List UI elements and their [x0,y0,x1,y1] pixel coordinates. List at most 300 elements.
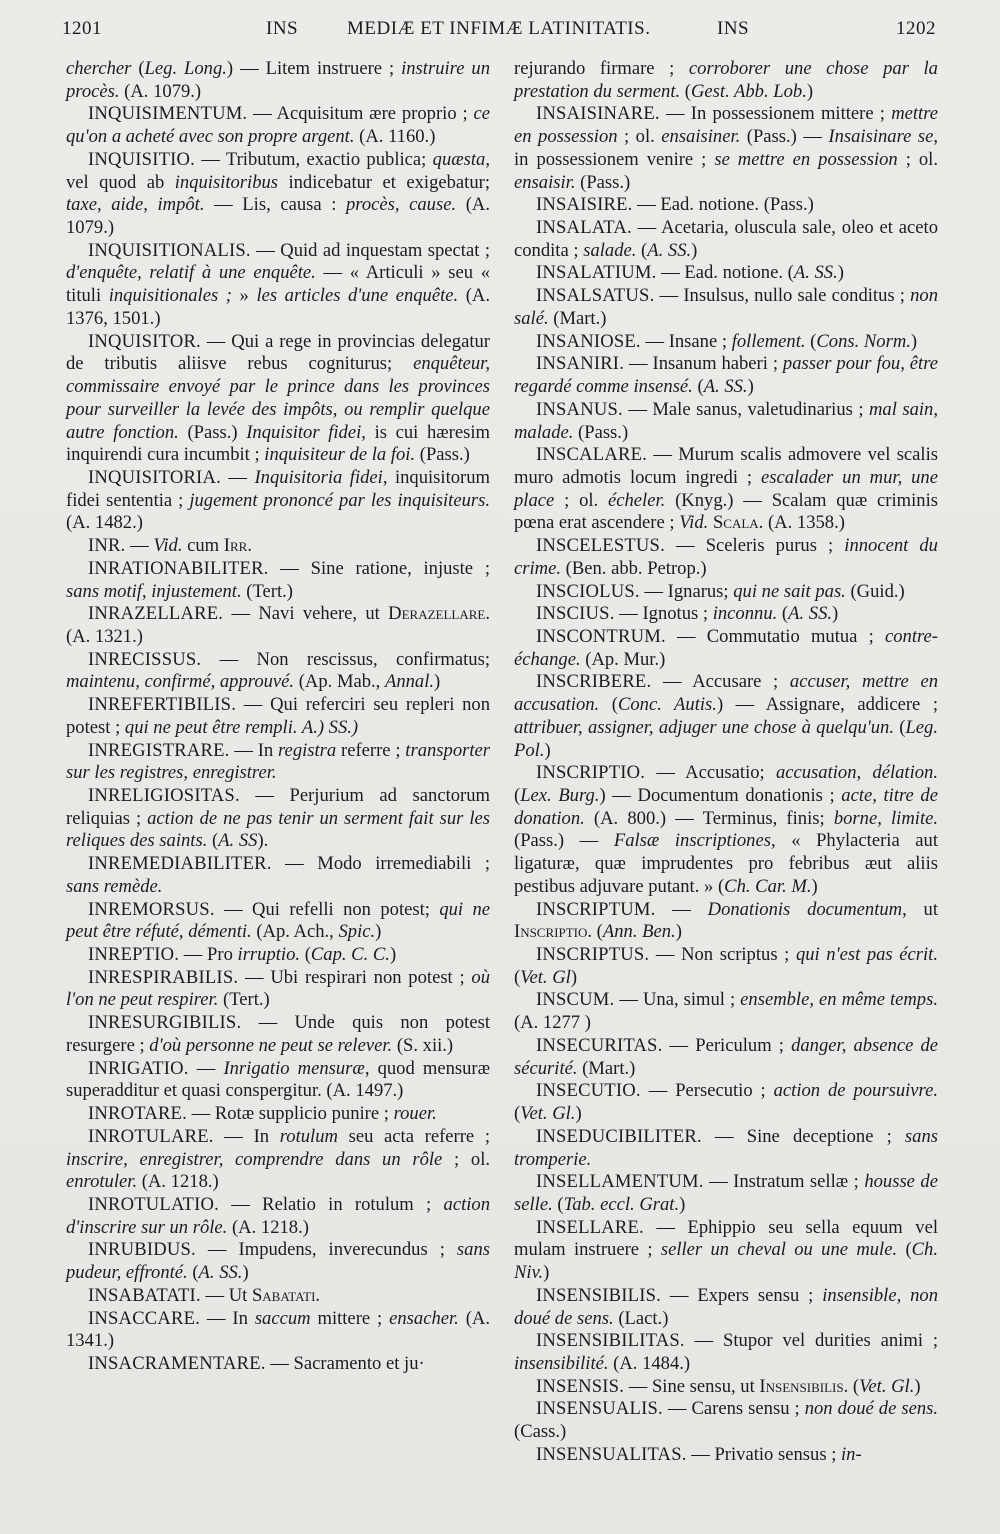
entry-text: ) — Litem instruere ; [226,58,402,79]
entry-translation: ensaisiner. [661,126,741,148]
entry-translation: danger, absence de sécurité. [514,1034,938,1079]
entry-text: ( [805,330,817,352]
entry-translation: sans remède. [66,875,163,897]
entry-text: » [231,285,257,307]
entry-text: (Ben. abb. Petrop.) [560,557,707,579]
entry-translation: inquisitionales ; [108,285,232,307]
dictionary-entry [514,194,938,217]
entry-text: ) [575,1103,582,1125]
dictionary-entry [66,853,490,898]
entry-headword: INREPTIO. [88,944,180,966]
dictionary-entry [514,1080,938,1125]
entry-translation: sans pudeur, effronté. [66,1239,490,1284]
entry-text: — Unde quis non potest resurgere ; [66,1012,490,1056]
entry-text: — Acquisitum ære proprio ; [247,103,474,125]
entry-translation: chercher [66,58,132,79]
entry-text: (Tert.) [241,580,293,602]
entry-translation: écheler. [608,489,666,511]
entry-translation: Conc. Autis. [617,694,717,716]
entry-translation: Vet. Gl. [520,1103,576,1125]
entry-translation: contre-échange. [514,625,938,670]
entry-translation: qui ne peut être rempli. A.) SS.) [124,716,359,738]
entry-text: — Ignotus ; [614,603,713,625]
entry-text: (A. 1482.) [66,512,143,534]
entry-text: ) [914,1375,921,1397]
dictionary-entry [514,1126,938,1171]
entry-text: , inquisitorum fidei sententia ; [66,466,490,511]
entry-translation: Inrigatio mensuræ [223,1057,365,1079]
entry-translation: A. SS. [703,376,748,398]
entry-text: — Non rescissus, confirmatus; [201,648,490,670]
entry-translation: action d'inscrire sur un rôle. [66,1193,490,1238]
entry-text: (Pass.) [575,171,631,193]
entry-headword: INSENSIBILITAS. [536,1330,685,1352]
entry-translation: follement. [731,330,806,352]
entry-translation: mal sain, malade. [514,398,938,443]
entry-text: ) [375,921,382,943]
entry-text: (A. 1321.) [66,625,143,647]
entry-crossref: Insensibilis. [759,1375,849,1397]
entry-text: — Insulsus, nullo sale conditus ; [654,285,911,307]
dictionary-entry [66,785,490,853]
guide-word-right: INS [717,18,750,39]
dictionary-entry [514,353,938,398]
entry-translation: Inquisitor fidei [246,421,362,443]
running-title: MEDIÆ ET INFIMÆ LATINITATIS. [347,18,651,39]
entry-text: ( [692,376,704,398]
entry-headword: INSECURITAS. [536,1034,663,1056]
entry-text: — « Articuli » seu « tituli [66,262,490,307]
entry-text: — Accusatio; [645,762,776,784]
entry-headword: INSAISIRE. [536,194,633,216]
entry-text: — Accusare ; [651,671,790,693]
entry-translation: salade. [583,239,637,261]
dictionary-entry [514,1035,938,1080]
entry-text: — Sine ratione, injuste ; [268,557,490,579]
entry-text: (Knyg.) — Scalam quæ criminis pœna erat ascendere ; [514,489,938,534]
entry-text: — Qui referciri seu repleri non potest ; [66,694,490,738]
entry-translation: corroborer une chose par la prestation du serment. [514,58,938,102]
entry-translation: Annal. [384,671,435,693]
entry-headword: INRATIONABILITER. [88,557,269,579]
entry-translation: Ch. Car. M. [724,875,812,897]
entry-headword: INSCUM. [536,989,615,1011]
entry-text: ( [897,1239,912,1261]
entry-translation: ensacher. [389,1307,459,1329]
entry-text: ( [131,58,145,79]
entry-text: (A. 1358.) [763,512,845,534]
entry-text: — Rotæ supplicio punire ; [186,1103,394,1125]
dictionary-entry [514,944,938,989]
entry-text: — Relatio in rotulum ; [219,1193,444,1215]
entry-translation: enquêteur, commissaire envoyé par le prince dans les provinces pour surveiller la levée des impôts, ou remplir quelque autre fonction. [66,353,490,443]
dictionary-entry [66,740,490,785]
entry-translation: Gest. Abb. Lob. [690,80,807,102]
entry-translation: Donationis documentum [707,898,903,920]
entry-headword: INSACRAMENTARE. [88,1352,266,1374]
entry-text: ) [389,944,397,966]
entry-headword: INSENSIBILIS. [536,1284,662,1306]
entry-text: — Male sanus, valetudinarius ; [622,398,869,420]
running-header [62,18,936,46]
entry-text: referre ; [336,739,406,761]
dictionary-entry [66,1058,490,1103]
entry-translation: borne, limite. [833,807,939,829]
entry-text: ; ol. [442,1148,491,1170]
entry-text: — Privatio sensus ; [686,1443,842,1465]
entry-text: ) — Documentum donationis ; [599,785,842,806]
entry-text: ( [599,694,618,716]
dictionary-entry [514,58,938,103]
dictionary-entry [66,331,490,467]
entry-translation: passer pour fou, être regardé comme insensé. [514,353,938,398]
entry-headword: INSAISINARE. [536,103,660,125]
entry-text: (A. 1160.) [354,126,436,148]
entry-text: ) [544,739,551,761]
entry-crossref: Inscriptio. [514,921,593,943]
dictionary-entry [514,1171,938,1216]
entry-translation: Falsæ inscriptiones [613,830,771,852]
entry-text: ) [570,966,578,988]
entry-headword: INSEDUCIBILITER. [536,1125,702,1147]
entry-translation: acte, titre de donation. [514,785,938,829]
entry-headword: INRAZELLARE. [88,603,224,625]
entry-translation: sans tromperie. [514,1125,938,1170]
entry-text: — In [200,1307,255,1329]
entry-translation: Ann. Ben. [602,921,676,943]
entry-headword: INSCIUS. [536,603,615,625]
dictionary-entry [66,694,490,739]
entry-headword: INQUISITIONALIS. [88,239,251,261]
dictionary-entry [514,217,938,262]
entry-text: ; ol. [554,489,608,511]
entry-text: — Periculum ; [662,1034,792,1056]
entry-headword: INROTARE. [88,1103,187,1125]
dictionary-entry [514,671,938,762]
entry-text: seu acta referre ; [337,1125,491,1147]
entry-translation: qui ne peut être réfuté, démenti. [66,898,490,943]
entry-text: — Murum scalis admovere vel scalis muro admotis locum ingredi ; [514,444,938,488]
dictionary-entry [514,1398,938,1443]
entry-translation: insensible, non doué de sens. [514,1284,939,1329]
entry-translation: jugement prononcé par les inquisiteurs. [189,489,490,511]
entry-translation: maintenu, confirmé, approuvé. [66,671,295,693]
dictionary-entry [514,899,938,944]
entry-translation: Lex. Burg. [520,785,600,806]
entry-text: ) [434,671,441,693]
entry-text: — Qui refelli non potest; [214,898,440,920]
entry-text: ) [747,376,754,398]
entry-text: — Acetaria, oluscula sale, oleo et aceto condita ; [514,217,938,261]
dictionary-entry [66,1353,490,1376]
entry-text: — Instratum sellæ ; [703,1171,865,1193]
entry-translation: accusation, délation. [775,762,938,784]
entry-headword: INSCRIPTUS. [536,944,650,966]
entry-text: ( [552,1193,564,1215]
entry-text: ; ol. [617,126,662,148]
entry-translation: action de poursuivre. [773,1080,938,1102]
entry-text: ). [257,830,269,852]
entry-text: — [220,466,255,488]
entry-crossref: Derazellare. [388,603,490,625]
dictionary-entry [514,1330,938,1375]
entry-headword: INRUBIDUS. [88,1239,196,1261]
entry-text: mittere ; [310,1307,390,1329]
entry-translation: Vet. Gl. [859,1375,915,1397]
dictionary-entry [66,603,490,648]
entry-text: (Lact.) [613,1307,669,1329]
entry-translation: Ch. Niv. [514,1239,939,1284]
dictionary-entry [66,899,490,944]
entry-headword: INQUISITIO. [88,148,196,170]
entry-text: — [655,898,708,920]
entry-headword: INSALSATUS. [536,285,655,307]
dictionary-entry [66,1308,490,1353]
entry-headword: INSENSUALITAS. [536,1443,687,1465]
entry-text: ( [592,921,603,943]
entry-headword: INSANUS. [536,398,623,420]
dictionary-entry [66,1285,490,1308]
entry-translation: Tab. eccl. Grat. [563,1193,680,1215]
entry-headword: INSACCARE. [88,1307,201,1329]
entry-text: ( [514,1103,521,1125]
entry-text: — Ead. notione. (Pass.) [632,194,814,216]
dictionary-entry [514,1444,938,1467]
entry-translation: Vid. [679,512,709,534]
entry-translation: mettre en possession [514,103,938,148]
dictionary-entry [514,1285,938,1330]
dictionary-entry [514,399,938,444]
entry-headword: INSELLARE. [536,1216,644,1238]
entry-translation: d'où personne ne peut se relever. [149,1034,393,1056]
dictionary-entry [514,762,938,898]
entry-translation: Cap. C. C. [310,944,390,966]
right-column [514,58,938,1467]
entry-text: ( [514,966,521,988]
entry-translation: Leg. Long. [144,58,227,79]
entry-text: — Sine sensu, ut [624,1375,760,1397]
entry-headword: INSCIOLUS. [536,580,640,602]
entry-text: , « Phylacteria aut ligaturæ, quæ imprudentes pro febribus æut aliis pestibus adjuvare putant. » ( [514,830,938,897]
entry-text: (A. 1079.) [66,194,490,239]
entry-headword: INSELLAMENTUM. [536,1171,704,1193]
entry-headword: INQUISITOR. [88,330,201,352]
dictionary-entry [514,581,938,604]
entry-text: (Cass.) [514,1421,567,1443]
dictionary-entry [66,649,490,694]
entry-headword: INRELIGIOSITAS. [88,785,240,806]
entry-text: ( [187,1262,199,1284]
dictionary-entry [514,535,938,580]
entry-text: (Mart.) [548,307,607,329]
entry-text: (Mart.) [577,1057,636,1079]
entry-text: ( [777,603,789,625]
entry-translation: accuser, mettre en accusation. [514,671,938,716]
entry-headword: INREFERTIBILIS. [88,694,237,716]
dictionary-entry [66,967,490,1012]
entry-translation: sans motif, injustement. [66,580,242,602]
entry-text: (Pass.) [573,421,629,443]
dictionary-entry [66,944,490,967]
entry-text: — Impudens, inverecundus ; [195,1239,457,1261]
entry-translation: qui ne sait pas. [733,580,846,602]
entry-translation: Spic. [338,921,376,943]
dictionary-entry [66,1239,490,1284]
entry-translation: seller un cheval ou une mule. [660,1239,898,1261]
entry-headword: INRESPIRABILIS. [88,966,239,988]
entry-text: (Guid.) [845,580,905,602]
entry-headword: INREMORSUS. [88,898,215,920]
entry-text: — In [213,1125,280,1147]
entry-translation: ensemble, en même temps. [740,989,938,1011]
entry-translation: Insaisinare se [828,126,934,148]
entry-text: — Pro [179,944,238,966]
dictionary-entry [514,103,938,194]
entry-translation: innocent du crime. [514,535,938,579]
entry-translation: Leg. Pol. [514,716,938,761]
entry-text: (Pass.) — [740,126,829,148]
entry-translation: procès, cause. [346,194,457,216]
entry-crossref: Scala. [712,512,764,534]
dictionary-entry [514,444,938,535]
page-number-left: 1201 [62,18,102,39]
entry-headword: INSCELESTUS. [536,535,665,557]
entry-text: — Insanum haberi ; [624,353,783,375]
dictionary-entry [514,1217,938,1285]
entry-translation: ce qu'on a acheté avec son propre argent. [66,103,490,148]
entry-translation: inquisitoribus [174,171,279,193]
entry-text: ) [806,80,814,102]
entry-headword: INSENSIS. [536,1375,625,1397]
entry-text: — In [229,739,279,761]
entry-translation: insensibilité. [514,1352,609,1374]
dictionary-entry [514,285,938,330]
entry-text: ( [848,1375,860,1397]
entry-translation: Vid. [153,535,183,557]
entry-text: — Persecutio ; [640,1080,774,1102]
entry-text: (Ap. Mab., [294,671,385,693]
entry-headword: INR. [88,535,126,557]
entry-translation: attribuer, assigner, adjuger une chose à quelqu'un. [514,716,894,738]
dictionary-entry [514,603,938,626]
entry-text: ) [691,239,698,261]
entry-headword: INSCRIPTUM. [536,898,656,920]
entry-text: ) [679,1193,686,1215]
page-number-right: 1202 [896,18,936,39]
dictionary-entry [66,1012,490,1057]
entry-translation: se mettre en possession [714,148,898,170]
entry-headword: INSCONTRUM. [536,625,666,647]
entry-translation: où l'on ne peut respirer. [66,966,490,1011]
entry-text: (A. 1376, 1501.) [66,285,491,329]
entry-translation: ensaisir. [514,171,576,193]
entry-text: , vel quod ab [66,148,490,193]
entry-text: — Sine deceptione ; [701,1125,905,1147]
entry-headword: INSABATATI. [88,1284,201,1306]
entry-text: ( [636,239,648,261]
entry-text: rejurando firmare ; [514,58,689,79]
dictionary-entry [66,103,490,148]
entry-text: ) [837,262,844,284]
entry-crossref: Sabatati. [251,1284,321,1306]
entry-translation: Vet. Gl [520,966,571,988]
entry-text: — Perjurium ad sanctorum reliquias ; [66,785,490,829]
entry-text: — Insane ; [640,330,732,352]
entry-text: — Non scriptus ; [649,944,796,966]
entry-text: — Ead. notione. ( [656,262,794,284]
entry-translation: Inquisitoria fidei [254,466,383,488]
entry-text: ) [675,921,682,943]
entry-translation: les articles d'une enquête. [256,285,459,307]
entry-text: ) [811,875,818,897]
entry-text: ( [680,80,691,102]
entry-text: ( [300,944,311,966]
dictionary-entry [66,1103,490,1126]
entry-text: (A. 1218.) [227,1216,309,1238]
entry-text: cum [182,535,224,557]
entry-text: , in possessionem venire ; [514,126,939,170]
entry-text: (Pass.) [415,444,470,466]
dictionary-entry [514,331,938,354]
entry-text: — Ubi respirari non potest ; [238,966,472,988]
entry-headword: INSCRIPTIO. [536,762,646,784]
entry-text: (Ap. Ach., [251,921,339,943]
entry-headword: INSECUTIO. [536,1080,641,1102]
entry-text: — Commutatio mutua ; [665,625,885,647]
entry-text: — Modo irremediabili ; [271,853,490,875]
entry-headword: INSANIOSE. [536,330,641,352]
entry-text: — Tributum, exactio publica; [195,148,433,170]
dictionary-entry [66,1194,490,1239]
entry-translation: inconnu. [712,603,778,625]
entry-text: (S. xii.) [392,1034,454,1056]
dictionary-entry [66,240,490,331]
entry-translation: A. SS. [788,603,833,625]
entry-translation: escalader un mur, une place [514,466,938,511]
entry-translation: rouer. [393,1103,437,1125]
entry-translation: quæsta [432,148,486,170]
entry-text: — Una, simul ; [614,989,741,1011]
entry-text: (A. 1484.) [608,1352,691,1374]
entry-text: (Pass.) [178,421,247,443]
entry-text: , quod mensuræ superadditur et quasi conspergitur. (A. 1497.) [66,1057,490,1102]
entry-headword: INSCRIBERE. [536,671,652,693]
entry-text: — Ut [200,1284,252,1306]
entry-translation: A. SS [218,830,258,852]
entry-text: ) [910,330,918,352]
entry-text: ( [207,830,219,852]
dictionary-entry [514,626,938,671]
entry-text: (A. 1341.) [66,1307,490,1352]
entry-headword: INQUISIMENTUM. [88,103,248,125]
dictionary-entry [514,262,938,285]
entry-text: (A. 800.) — Terminus, finis; [584,807,834,829]
entry-headword: INSALATA. [536,217,632,239]
entry-translation: rotulum [279,1125,338,1147]
entry-translation: Cons. Norm. [816,330,911,352]
dictionary-entry [66,558,490,603]
entry-text: — Ignarus; [639,580,734,602]
entry-text: (Tert.) [218,989,270,1011]
entry-headword: INQUISITORIA. [88,466,221,488]
entry-headword: INREMEDIABILITER. [88,853,272,875]
entry-text: (A. 1277 ) [514,1012,591,1034]
entry-text: — Ephippio seu sella equum vel mulam instruere ; [514,1216,938,1261]
entry-text: — Qui a rege in provincias delegatur de tributis aliisve rebus cogniturus; [66,330,490,375]
entry-translation: transporter sur les registres, enregistrer. [66,739,491,784]
entry-headword: INSCALARE. [536,444,647,466]
entry-translation: A. SS. [793,262,838,284]
